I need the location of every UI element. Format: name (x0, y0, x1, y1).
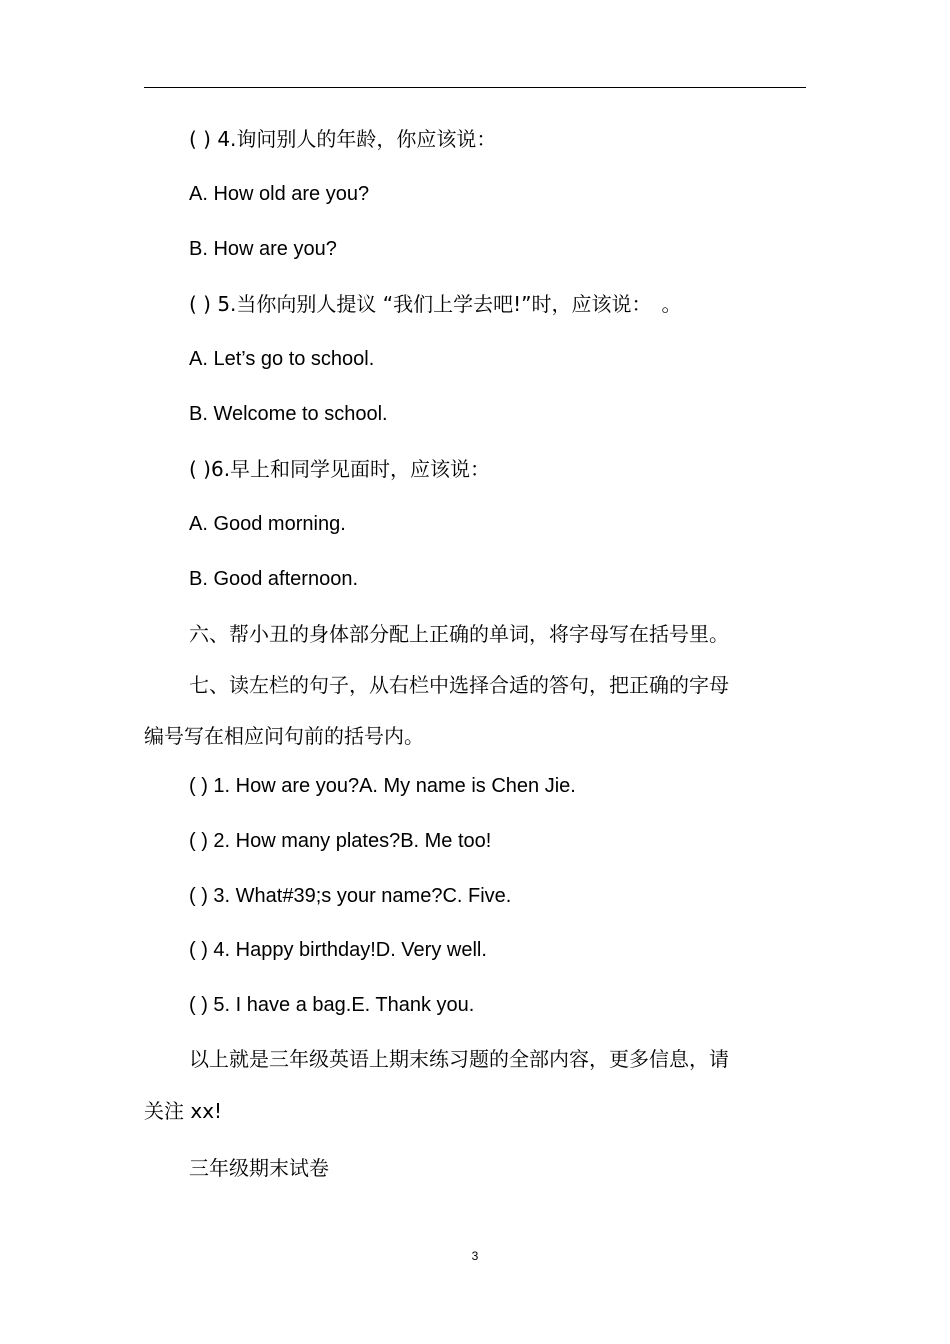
closing-paragraph: 以上就是三年级英语上期末练习题的全部内容，更多信息，请 (189, 1047, 729, 1071)
question-6-option-b: B. Good afternoon. (189, 568, 359, 590)
match-item-4: ( ) 4. Happy birthday!D. Very well. (189, 939, 487, 961)
closing-paragraph-continued: 关注 xx! (144, 1099, 223, 1123)
question-4-option-b: B. How are you? (189, 238, 337, 260)
match-item-3: ( ) 3. What#39;s your name?C. Five. (189, 885, 512, 907)
page-number: 3 (471, 1249, 479, 1263)
question-4-option-a: A. How old are you? (189, 183, 370, 205)
next-title: 三年级期末试卷 (189, 1156, 329, 1180)
section-7-heading-continued: 编号写在相应问句前的括号内。 (144, 724, 424, 748)
match-item-5: ( ) 5. I have a bag.E. Thank you. (189, 994, 475, 1016)
section-7-heading: 七、读左栏的句子，从右栏中选择合适的答句，把正确的字母 (189, 673, 729, 697)
question-5: ( ) 5.当你向别人提议 “我们上学去吧!”时，应该说： 。 (189, 292, 682, 316)
question-4: ( ) 4.询问别人的年龄，你应该说： (189, 127, 497, 151)
question-6-option-a: A. Good morning. (189, 513, 346, 535)
question-6: ( )6.早上和同学见面时，应该说： (189, 457, 491, 481)
question-5-option-b: B. Welcome to school. (189, 403, 388, 425)
header-rule (144, 87, 806, 88)
match-item-2: ( ) 2. How many plates?B. Me too! (189, 830, 492, 852)
match-item-1: ( ) 1. How are you?A. My name is Chen Jie. (189, 775, 576, 797)
question-5-option-a: A. Let’s go to school. (189, 348, 375, 370)
section-6-heading: 六、帮小丑的身体部分配上正确的单词，将字母写在括号里。 (189, 622, 729, 646)
